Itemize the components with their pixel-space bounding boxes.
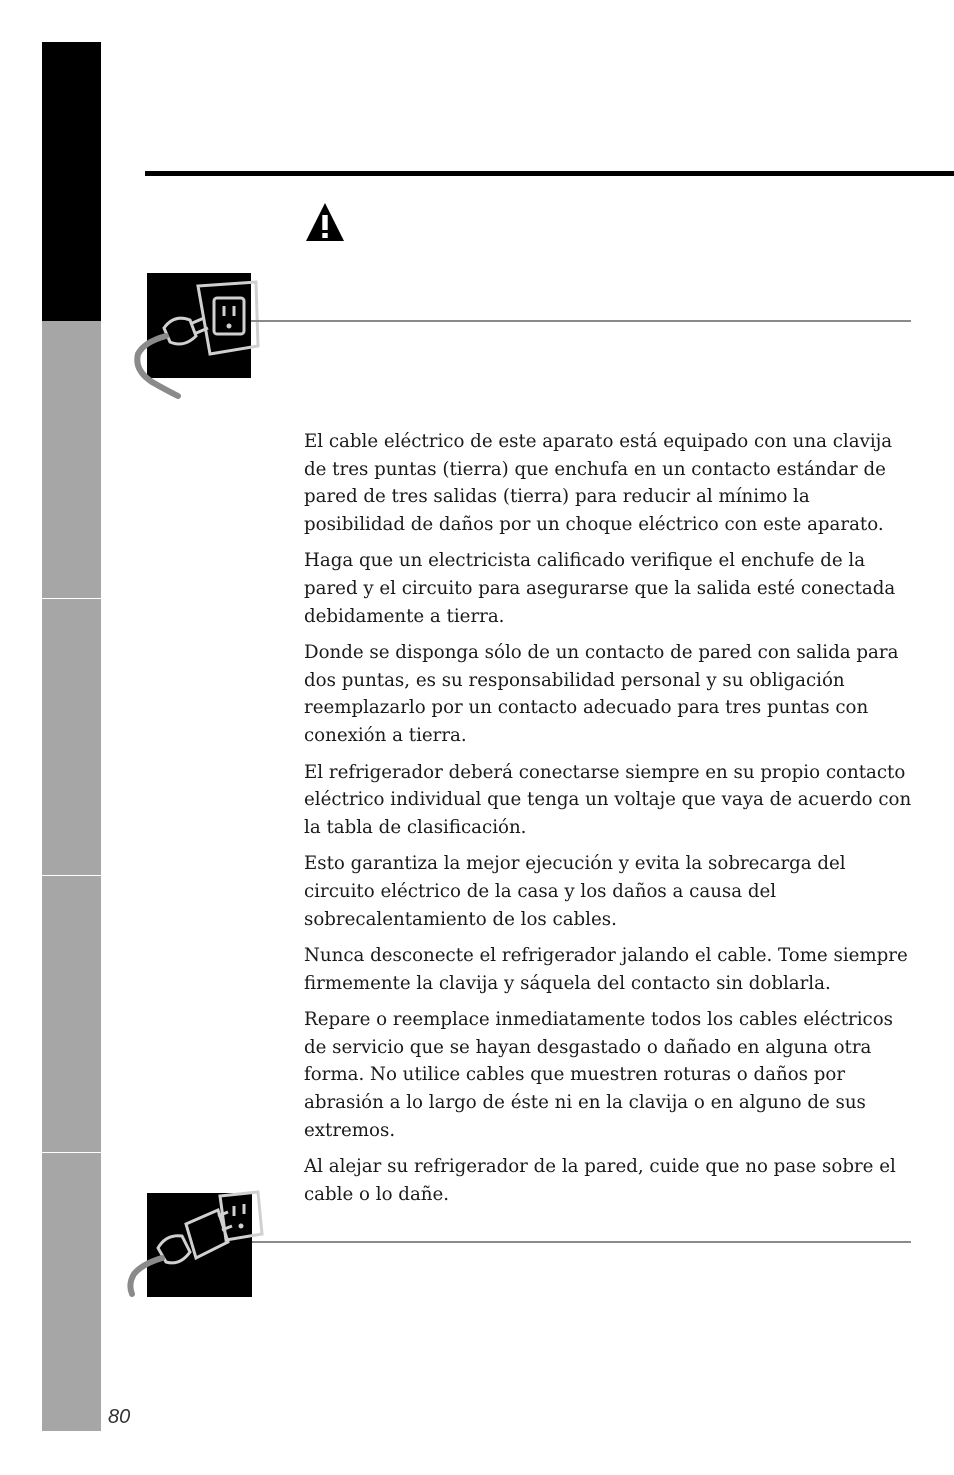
paragraph: Al alejar su refrigerador de la pared, cuide que no pase sobre el cable o lo dañe. bbox=[304, 1156, 896, 1205]
sidebar-tab-active bbox=[42, 42, 101, 321]
section-rule bbox=[251, 320, 911, 322]
paragraph: El refrigerador deberá conectarse siempre en su propio contacto eléctrico individual que tenga un voltaje que vaya de acuerdo con la tabla de clasificación. bbox=[304, 761, 912, 838]
plug-and-outlet-icon bbox=[130, 278, 262, 400]
paragraph: Haga que un electricista calificado verifique el enchufe de la pared y el circuito para asegurarse que la salida esté conectada debidamente a tierra. bbox=[304, 550, 896, 627]
sidebar-divider bbox=[42, 1152, 101, 1153]
adapter-plug-icon bbox=[124, 1190, 266, 1302]
paragraph: Repare o reemplace inmediatamente todos los cables eléctricos de servicio que se hayan desgastado o dañado en alguna otra forma. No utilice cables que muestren roturas o daños por abrasión a lo largo de éste ni en la clavija o en alguno de sus extremos. bbox=[304, 1009, 894, 1141]
page-number: 80 bbox=[108, 1406, 131, 1428]
header-rule bbox=[145, 171, 954, 176]
sidebar-divider bbox=[42, 875, 101, 876]
paragraph: Esto garantiza la mejor ejecución y evita la sobrecarga del circuito eléctrico de la casa y los daños a causa del sobrecalentamiento de los cables. bbox=[304, 853, 846, 930]
paragraph: El cable eléctrico de este aparato está equipado con una clavija de tres puntas (tierra) que enchufa en un contacto estándar de pared de tres salidas (tierra) para reducir al mínimo la posibilidad de daños por un choque eléctrico con este aparato. bbox=[304, 431, 893, 535]
sidebar-tab-inactive bbox=[42, 321, 101, 1431]
paragraph: Nunca desconecte el refrigerador jalando el cable. Tome siempre firmemente la clavija y sáquela del contacto sin doblarla. bbox=[304, 945, 908, 994]
sidebar-divider bbox=[42, 598, 101, 599]
section-rule bbox=[252, 1241, 911, 1243]
section-sidebar bbox=[42, 42, 101, 1431]
paragraph: Donde se disponga sólo de un contacto de pared con salida para dos puntas, es su responsabilidad personal y su obligación reemplazarlo por un contacto adecuado para tres puntas con conexión a tierra. bbox=[304, 642, 899, 746]
warning-triangle-icon bbox=[304, 201, 346, 243]
instructions-text bbox=[304, 428, 916, 1217]
